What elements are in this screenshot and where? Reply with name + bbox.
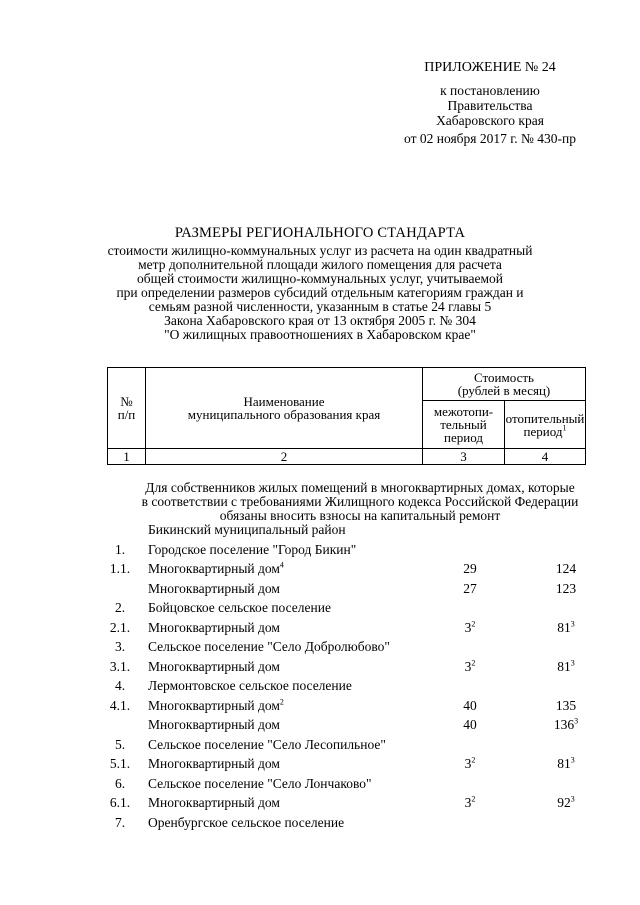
header-text: тельный (440, 417, 487, 432)
row-name-text: Многоквартирный дом (148, 658, 280, 674)
footnote-mark: 3 (574, 716, 579, 726)
row-name-text: Многоквартирный дом (148, 697, 280, 713)
footnote-mark: 2 (471, 658, 476, 667)
row-name-text: Сельское поселение "Село Добролюбово" (148, 639, 390, 654)
row-value-interheating-text: 3 (464, 795, 472, 810)
row-value-interheating (420, 659, 520, 675)
row-name (148, 581, 280, 597)
row-name-text: Городское поселение "Город Бикин" (148, 541, 357, 557)
row-number (100, 815, 140, 831)
row-name (148, 561, 284, 577)
note-line: в соответствии с требованиями Жилищного кодекса Российской Федерации (141, 494, 579, 509)
row-name (148, 756, 280, 772)
row-name-text: Многоквартирный дом (148, 580, 280, 596)
appendix-line: Хабаровского края (436, 113, 544, 128)
row-value-heating (520, 659, 612, 675)
note-line: обязаны вносить взносы на капитальный ремонт (219, 508, 501, 523)
row-number-text: 1.1. (109, 561, 131, 576)
footnote-mark: 3 (570, 658, 575, 667)
footnote-mark: 1 (562, 423, 567, 433)
row-number (100, 639, 140, 655)
header-text: отопительный (505, 410, 585, 426)
row-number-text: 5. (114, 736, 126, 752)
row-name (148, 737, 386, 753)
row-name (148, 542, 356, 558)
row-value-interheating-text: 3 (464, 756, 472, 771)
header-text: межотопи- (433, 404, 494, 419)
row-name (148, 795, 280, 811)
row-number-text: 4.1. (109, 697, 131, 713)
document-subtitle (90, 244, 550, 342)
header-text: муниципального образования края (187, 407, 381, 422)
subtitle-line: при определении размеров субсидий отдельным категориям граждан и (116, 285, 524, 300)
row-name (148, 639, 390, 655)
row-number (100, 561, 140, 577)
footnote-mark: 4 (279, 560, 284, 570)
footnote-mark: 2 (471, 755, 476, 765)
table-row (0, 639, 640, 659)
header-cell-name (146, 368, 423, 449)
header-text: Стоимость (474, 370, 534, 385)
row-value-heating-text: 81 (557, 756, 571, 771)
row-value-heating (520, 717, 612, 733)
row-value-heating-text: 135 (555, 697, 577, 713)
row-value-interheating-text: 27 (463, 580, 477, 596)
row-name (148, 717, 280, 733)
column-number: 2 (146, 449, 423, 465)
row-name-text: Многоквартирный дом (148, 561, 280, 576)
row-name-text: Многоквартирный дом (148, 717, 280, 732)
appendix-line: Правительства (447, 98, 533, 113)
row-value-interheating (420, 620, 520, 636)
row-number (100, 698, 140, 714)
row-number-text: 3.1. (109, 658, 131, 674)
table-row (0, 542, 640, 562)
table-row (0, 659, 640, 679)
header-text: период (523, 423, 563, 439)
row-value-interheating-text: 3 (464, 619, 472, 635)
row-value-interheating (420, 795, 520, 811)
table-row (0, 756, 640, 776)
footnote-mark: 3 (570, 794, 575, 804)
row-value-heating (520, 795, 612, 811)
header-text: (рублей в месяц) (457, 383, 551, 398)
row-name (148, 522, 346, 538)
column-number: 3 (423, 449, 505, 465)
footnote-mark: 2 (471, 619, 476, 628)
row-value-interheating-text: 40 (463, 717, 477, 732)
row-name (148, 659, 280, 675)
row-value-interheating-text: 3 (464, 658, 472, 674)
row-number (100, 542, 140, 558)
header-cell-heating (505, 401, 586, 449)
subtitle-line: общей стоимости жилищно-коммунальных услуг, учитываемой (136, 271, 504, 286)
table-row (0, 600, 640, 620)
column-number: 4 (505, 449, 586, 465)
row-name-text: Многоквартирный дом (148, 795, 280, 810)
document-title: РАЗМЕРЫ РЕГИОНАЛЬНОГО СТАНДАРТА (174, 225, 466, 241)
row-name (148, 698, 284, 714)
footnote-mark: 3 (570, 755, 575, 765)
row-name (148, 600, 331, 616)
row-value-heating-text: 81 (557, 658, 571, 674)
appendix-heading: ПРИЛОЖЕНИЕ № 24 (424, 60, 556, 75)
header-text: п/п (117, 407, 136, 422)
row-number (100, 737, 140, 753)
row-value-interheating-text: 29 (463, 561, 477, 576)
subtitle-line: метр дополнительной площади жилого помещения для расчета (138, 257, 502, 272)
table-row (0, 717, 640, 737)
row-value-heating-text: 136 (553, 717, 575, 732)
table-row (0, 776, 640, 796)
row-value-heating (520, 620, 612, 636)
row-name (148, 678, 352, 694)
row-value-interheating (420, 698, 520, 714)
row-name (148, 815, 344, 831)
row-value-heating-text: 81 (557, 619, 571, 635)
row-name-text: Оренбургское сельское поселение (148, 814, 345, 830)
footnote-mark: 2 (279, 697, 284, 706)
footnote-mark: 3 (570, 619, 575, 628)
header-cell-cost (423, 368, 586, 401)
table-row (0, 561, 640, 581)
note-line: Для собственников жилых помещений в многоквартирных домах, которые (145, 480, 575, 495)
row-name-text: Бикинский муниципальный район (148, 522, 346, 537)
row-value-heating-text: 124 (555, 561, 577, 576)
subtitle-line: стоимости жилищно-коммунальных услуг из расчета на один квадратный (107, 243, 533, 258)
row-number-text: 4. (114, 678, 126, 693)
header-text (505, 425, 585, 438)
row-value-heating (520, 581, 612, 597)
row-number-text: 7. (114, 814, 126, 830)
row-name-text: Многоквартирный дом (148, 619, 280, 635)
row-name-text: Лермонтовское сельское поселение (148, 678, 352, 693)
row-name-text: Сельское поселение "Село Лесопильное" (148, 736, 386, 752)
row-number-text: 2. (114, 600, 126, 615)
appendix-block (380, 60, 600, 146)
row-value-interheating (420, 561, 520, 577)
table-row (0, 522, 640, 542)
row-number (100, 678, 140, 694)
row-number (100, 795, 140, 811)
row-value-heating (520, 756, 612, 772)
appendix-line: к постановлению (440, 83, 540, 98)
table-row (0, 815, 640, 835)
header-cell-number (108, 368, 146, 449)
row-number-text: 5.1. (109, 756, 131, 771)
subtitle-line: Закона Хабаровского края от 13 октября 2005 г. № 304 (164, 313, 476, 328)
row-name (148, 776, 371, 792)
row-number (100, 756, 140, 772)
table-row (0, 737, 640, 757)
row-number (100, 600, 140, 616)
row-number (100, 776, 140, 792)
appendix-date: от 02 ноября 2017 г. № 430-пр (404, 131, 576, 146)
row-number-text: 6. (114, 775, 126, 791)
header-text: период (444, 430, 483, 445)
header-text: Наименование (243, 394, 325, 409)
row-value-heating-text: 92 (557, 795, 571, 810)
table-row (0, 678, 640, 698)
header-text: № (120, 394, 133, 409)
row-name-text: Сельское поселение "Село Лончаково" (148, 775, 372, 791)
table-row (0, 620, 640, 640)
row-number-text: 6.1. (109, 795, 131, 810)
footnote-mark: 2 (471, 794, 476, 804)
row-number-text: 3. (114, 639, 126, 654)
subtitle-line: семьям разной численности, указанным в статье 24 главы 5 (148, 299, 492, 314)
row-number (100, 620, 140, 636)
row-name-text: Бойцовское сельское поселение (148, 600, 331, 615)
row-value-interheating (420, 581, 520, 597)
row-name (148, 620, 280, 636)
row-number-text: 1. (114, 541, 126, 557)
row-name-text: Многоквартирный дом (148, 756, 280, 771)
header-cell-interheating (423, 401, 505, 449)
section-note (95, 481, 625, 523)
row-value-heating-text: 123 (555, 580, 577, 596)
table-header (107, 367, 586, 465)
row-value-heating (520, 698, 612, 714)
table-row (0, 795, 640, 815)
column-number: 1 (108, 449, 146, 465)
row-value-heating (520, 561, 612, 577)
row-value-interheating-text: 40 (463, 697, 477, 713)
row-number (100, 659, 140, 675)
subtitle-line: "О жилищных правоотношениях в Хабаровском крае" (164, 327, 476, 342)
table-row (0, 581, 640, 601)
row-number-text: 2.1. (109, 619, 131, 635)
table-row (0, 698, 640, 718)
row-value-interheating (420, 756, 520, 772)
row-value-interheating (420, 717, 520, 733)
